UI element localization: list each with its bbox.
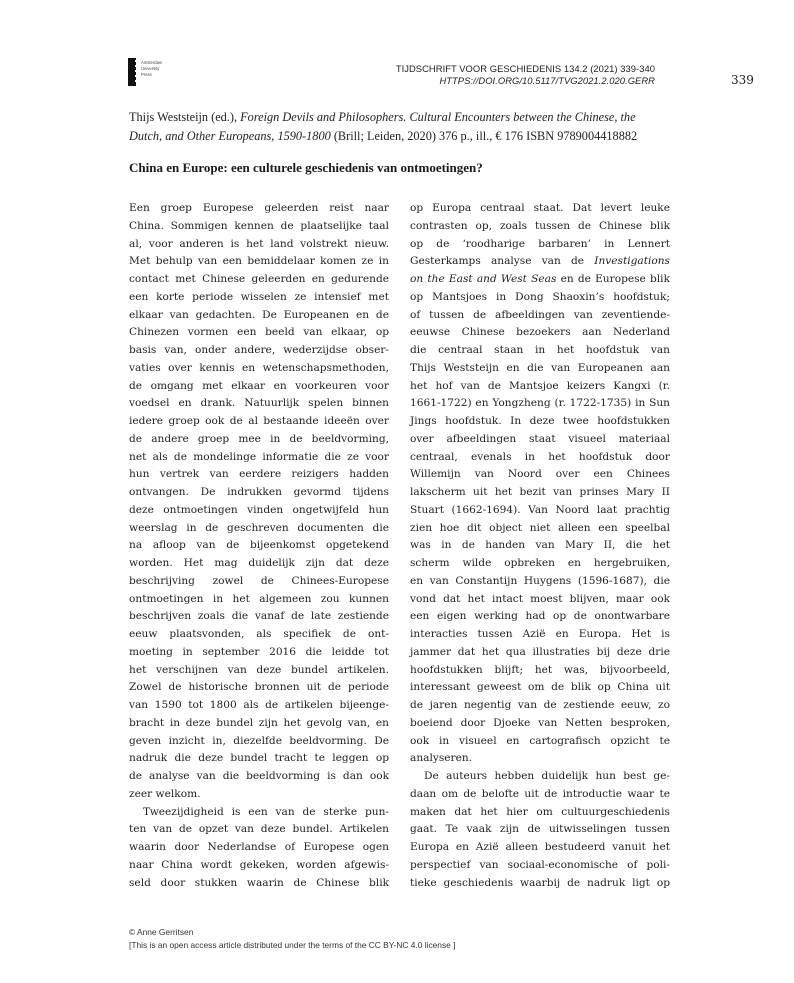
text-line: worden. Het mag duidelijk zijn dat deze [129,557,389,569]
text-line: Thijs Weststeijn en die van Europeanen aan [410,361,670,374]
text-line: maken dat het hier om cultuurgeschiedenis [410,805,670,818]
amsterdam-university-press-logo-icon [128,58,136,86]
text-line: vond dat het intact moest blijven, maar ook [410,592,670,605]
text-line: Zowel de historische bronnen uit de periode [129,681,389,694]
text-line [410,271,670,289]
text-line: contrasten op, zoals tussen de Chinese blik [410,219,670,232]
text-line: een eigen werking had op de onontwarbare [410,610,670,623]
text-line: Chinezen vormen een beeld van elkaar, op [129,326,389,339]
text-line: het hof van de Mantsjoe keizers Kangxi (r. [410,379,670,392]
text-line: die centraal staan in het hoofdstuk van [410,344,670,356]
text-line: jammer dat het qua illustraties bij deze drie [410,645,670,658]
text-line: Jings hoofdstuk. In deze twee hoofdstukken [410,415,670,427]
cited-title: on the East and West Seas [410,273,557,285]
text-line: hun vertrek van eerdere reizigers hadden [129,468,389,481]
text-line [410,253,670,271]
book-citation [129,108,689,145]
text-line: contact met Chinese geleerden en gedurende [129,273,389,285]
text-line: de jaren negentig van de zestiende eeuw, zo [410,699,670,711]
publisher-name-line: University [141,66,160,71]
text-line: moeting in september 2016 die leidde tot [129,645,389,658]
text-line: Stuart (1662-1694). Van Noord laat prachtig [410,503,670,516]
page-number: 339 [731,73,754,87]
text-line: China. Sommigen kennen de plaatselijke taal [129,219,389,232]
text-line: tieke geschiedenis waarbij de nadruk ligt op [410,876,670,889]
text-line: op de ‘roodharige barbaren’ in Lennert [410,237,670,250]
text-line: Tweezijdigheid is een van de sterke pun- [143,805,389,818]
text-line: ontmoetingen in het algemeen zou kunnen [129,592,389,605]
text-line: boeiend door Djoeke van Netten besproken, [410,716,670,729]
text-line: de analyse van die beeldvorming is dan ook [129,770,389,782]
text-fragment: Gesterkamps analyse van de [410,255,595,268]
text-line: daan om de belofte uit de introductie waar te [410,787,670,800]
text-line: nadruk die deze bundel tracht te leggen op [129,752,389,765]
text-line: na afloop van de bijeenkomst opgetekend [129,539,389,552]
text-line: geven inzicht in, diezelfde beeldvorming. De [129,734,389,747]
text-line: en van Constantijn Huygens (1596-1687), die [410,574,670,587]
text-line: al, voor anderen is het land volstrekt nieuw. [129,237,389,250]
text-line: 1661-1722) en Yongzheng (r. 1722-1735) in Sun [410,397,670,410]
text-line: beschrijven zoals die vanaf de late zestiende [129,610,389,623]
text-line: bracht in deze bundel zijn het gevolg van, en [129,716,389,729]
text-line: ontvangen. De indrukken gevormd tijdens [129,486,389,498]
text-line: scherm wilde opbreken en hergebruiken, [410,557,670,569]
text-line: gaat. Te vaak zijn de uitwisselingen tussen [410,823,670,836]
book-editor: Thijs Weststeijn (ed.), [129,110,241,124]
text-line: analyseren. [410,752,473,765]
text-line: interacties tussen Azië en Europa. Het is [410,628,670,640]
publisher-name-line: Press [141,72,152,77]
text-line: zien hoe dit object niet alleen een speelbal [410,521,670,534]
text-line: interessant geweest om de blik op China uit [410,681,670,694]
cited-title: Investigations [594,255,670,268]
text-line: was in de handen van Mary II, die het [410,539,670,552]
text-line: het verschijnen van deze bundel artikelen. [129,663,389,676]
text-line: van 1590 tot 1800 als de artikelen bijeenge- [129,699,389,711]
text-line: beschrijving zowel de Chinees-Europese [129,574,389,587]
text-line: Willemijn van Noord over een Chinees [410,468,670,481]
text-line: Europa en Azië alleen bestudeerd vanuit het [410,841,670,853]
left-column [129,200,389,892]
journal-citation: TIJDSCHRIFT VOOR GESCHIEDENIS 134.2 (2021) 339-340 [395,63,655,74]
text-line: deze ontmoetingen vinden ongetwijfeld hun [129,503,389,516]
text-line: op Europa centraal staat. Dat levert leuke [410,202,670,214]
text-line: eeuw plaatsvonden, als specifiek de ont- [129,628,389,640]
footer [129,926,455,951]
text-line: waarin door Nederlandse of Europese ogen [129,841,389,853]
journal-header [396,63,655,87]
text-line: weerslag in de geschreven documenten die [129,521,389,534]
text-line: naar China wordt gekeken, worden afgewis- [129,858,389,871]
text-line: centraal, evenals in het hoofdstuk door [410,450,670,463]
text-line: de omgang met elkaar en voorkeuren voor [129,379,389,392]
text-line: seld door stukken waarin de Chinese blik [129,876,389,889]
book-details: (Brill; Leiden, 2020) 376 p., ill., € 176 ISBN 9789004418882 [330,128,638,143]
license-notice: [This is an open access article distributed under the terms of the CC BY-NC 4.0 license ] [129,939,456,950]
text-line: Met behulp van een bemiddelaar komen ze in [129,255,389,268]
text-line: hoofdstukken blijft; het was, bijvoorbeeld, [410,663,670,676]
doi-link[interactable]: HTTPS://DOI.ORG/10.5117/TVG2021.2.020.GERR [439,75,655,86]
publisher-name-line: Amsterdam [141,60,163,65]
text-line: lakscherm uit het bezit van prinses Mary II [410,486,670,498]
copyright-notice: © Anne Gerritsen [129,927,194,937]
text-line: ten van de opzet van deze bundel. Artikelen [129,823,389,836]
text-line: over afbeeldingen staat visueel materiaal [410,432,670,445]
text-line: zeer welkom. [129,787,201,800]
text-line: elkaar van gedachten. De Europeanen en de [129,308,389,321]
text-line: net als de mondelinge informatie die ze voor [129,450,389,463]
publisher-name [141,60,162,78]
text-line: iedere groep ook de al bestaande ideeën over [129,415,389,427]
text-line: of tussen de afbeeldingen van zeventiende- [410,308,670,321]
text-line: vaties over kennis en wetenschapsmethoden, [129,361,389,374]
book-title-continued: Dutch, and Other Europeans, 1590-1800 [129,128,331,143]
text-line: De auteurs hebben duidelijk hun best ge- [424,770,670,782]
text-line: een korte periode wisselen ze intensief met [129,290,389,303]
text-line: ook in visueel en cartografisch opzicht te [410,734,670,747]
text-line: op Mantsjoes in Dong Shaoxin’s hoofdstuk; [410,290,670,303]
text-line: eeuwse Chinese bezoekers aan Nederland [410,326,670,339]
publisher-logo [128,58,168,86]
book-title: Foreign Devils and Philosophers. Cultural Encounters between the Chinese, the [240,110,636,124]
text-line: perspectief van sociaal-economische of poli- [410,858,670,871]
text-line: Een groep Europese geleerden reist naar [129,202,389,214]
text-line: basis van, onder andere, wederzijdse obser- [129,344,389,356]
right-column [410,200,670,892]
text-fragment: en de Europese blik [556,273,670,285]
review-title: China en Europe: een culturele geschiedenis van ontmoetingen? [129,160,483,175]
text-line: voedsel en drank. Natuurlijk spelen binnen [129,397,389,410]
text-line: de andere groep mee in de beeldvorming, [129,432,389,445]
